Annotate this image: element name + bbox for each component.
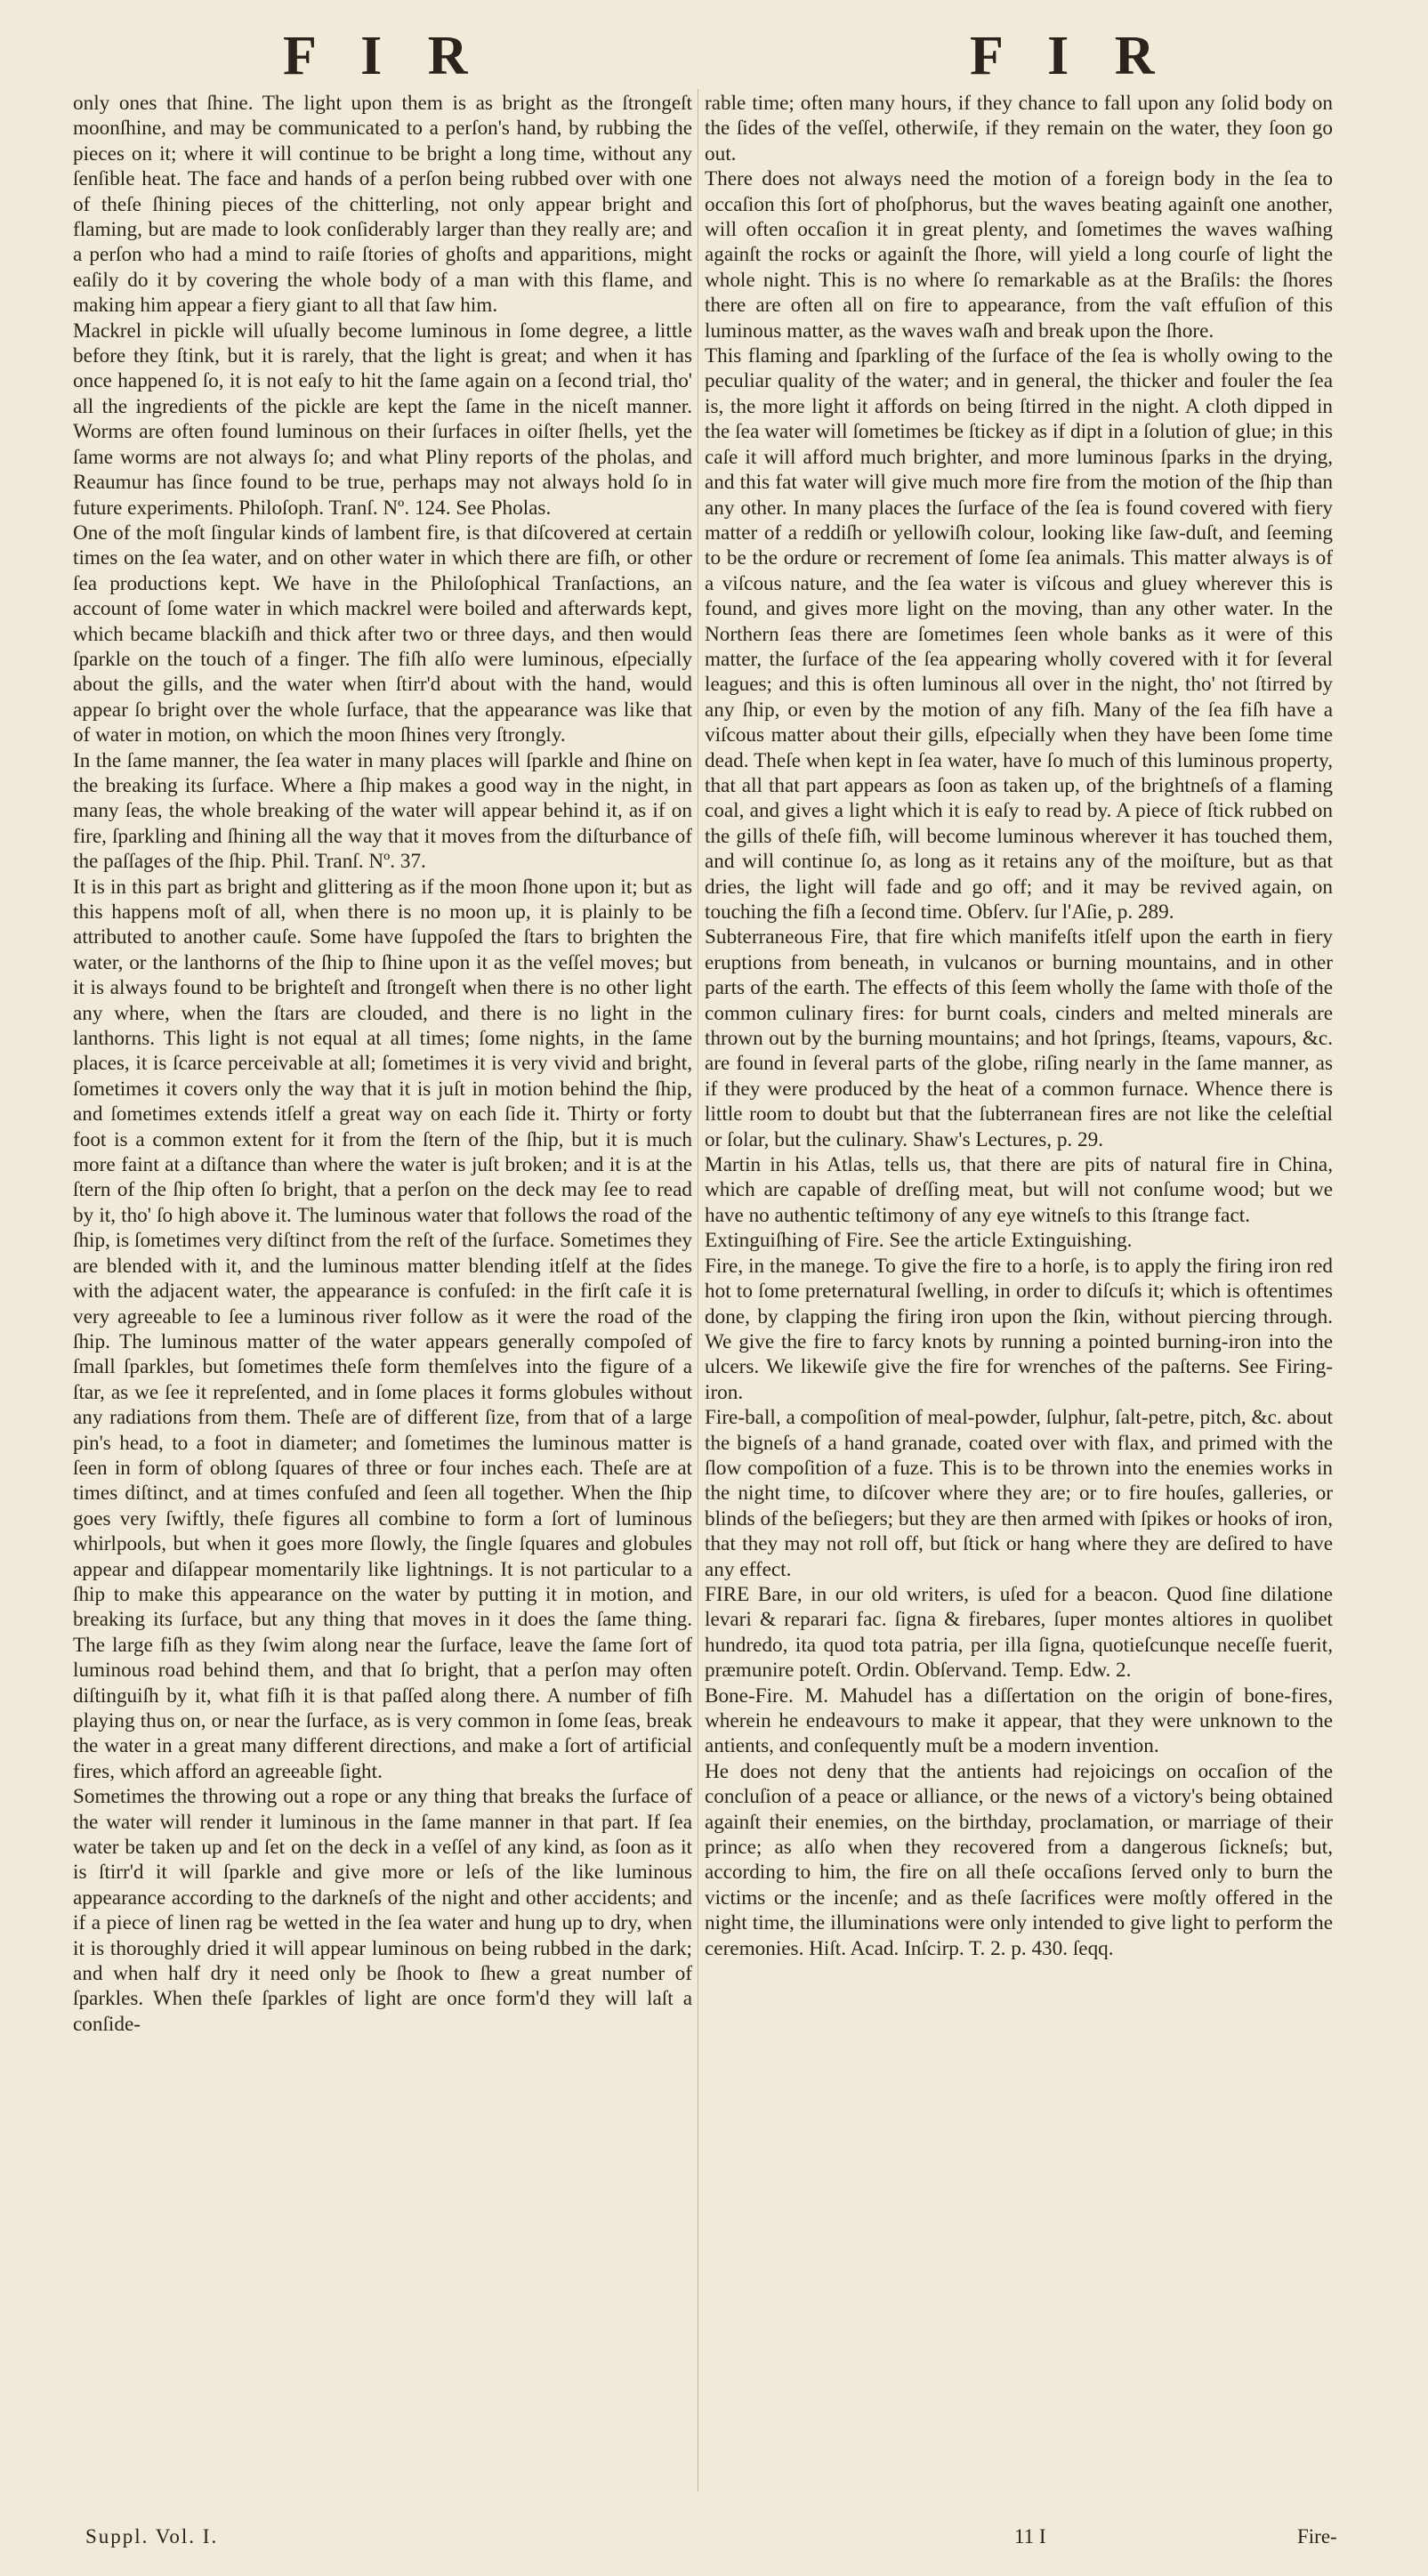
- paragraph: One of the moſt ſingular kinds of lambent fire, is that diſcovered at certain times on the ſea water, and on other water in which there are fiſh, or other ſea productions kept. We have in the Philoſophical Tranſactions, an account of ſome water in which mackrel were boiled and afterwards kept, which became blackiſh and thick after two or three days, and then would ſparkle on the touch of a finger. The fiſh alſo were luminous, eſpecially about the gills, and the water when ſtirr'd about with the hand, would appear ſo bright over the whole ſurface, that the appearance was like that of water in motion, on which the moon ſhines very ſtrongly.: [73, 521, 692, 747]
- paragraph: There does not always need the motion of a foreign body in the ſea to occaſion this ſort of phoſphorus, but the waves beating againſt one another, will often occaſion it in great plenty, and ſometimes the waves waſhing againſt the rocks or againſt the ſhore, will yield a long courſe of light the whole night. This is no where ſo remarkable as at the Braſils: the ſhores there are often all on fire to appearance, from the vaſt effuſion of this luminous matter, as the waves waſh and break upon the ſhore.: [705, 167, 1333, 343]
- paragraph: Martin in his Atlas, tells us, that there are pits of natural fire in China, which are capable of dreſſing meat, but will not conſume wood; but we have no authentic teſtimony of any eye witneſs to this ſtrange fact.: [705, 1153, 1333, 1227]
- paragraph: This flaming and ſparkling of the ſurface of the ſea is wholly owing to the peculiar quality of the water; and in general, the thicker and fouler the ſea is, the more light it affords on being ſtirred in the night. A cloth dipped in the ſea water will ſometimes be ſtickey as if dipt in a ſolution of glue; in this caſe it will afford much brighter, and more luminous ſparks in the drying, and this fat water will give much more fire from the motion of the ſhip than any other. In many places the ſurface of the ſea is found covered with fiery matter of a reddiſh or yellowiſh colour, looking like ſaw-duſt, and ſeeming to be the ordure or recrement of ſome ſea animals. This matter always is of a viſcous nature, and the ſea water is viſcous and gluey wherever this is found, and gives more light on the moving, than any other water. In the Northern ſeas there are ſometimes ſeen whole banks as it were of this matter, the ſurface of the ſea appearing wholly covered with it for ſeveral leagues; and this is often luminous all over in the night, tho' not ſtirred by any ſhip, or even by the motion of any fiſh. Many of the ſea fiſh have a viſcous matter about their gills, eſpecially when they have been ſome time dead. Theſe when kept in ſea water, have ſo much of this luminous property, that all that part appears as ſoon as taken up, of the brightneſs of a flaming coal, and gives a light which it is eaſy to read by. A piece of ſtick rubbed on the gills of theſe fiſh, will become luminous wherever it has touched them, and will continue ſo, as long as it retains any of the moiſture, but as that dries, the light will fade and go off; and it may be revived again, on touching the fiſh a ſecond time. Obſerv. ſur l'Aſie, p. 289.: [705, 344, 1333, 924]
- left-column: [73, 91, 692, 2493]
- entry-fire-manege: Fire, in the manege. To give the fire to a horſe, is to apply the firing iron red hot to ſome preternatural ſwelling, in order to diſcuſs it; which is oftentimes done, by clapping the firing iron upon the ſkin, without piercing through. We give the fire to farcy knots by running a pointed burning-iron into the ulcers. We likewiſe give the fire for wrenches of the paſterns. See Firing-iron.: [705, 1254, 1333, 1404]
- entry-extinguishing-of-fire: Extinguiſhing of Fire. See the article Extinguishing.: [705, 1229, 1133, 1253]
- paragraph: Sometimes the throwing out a rope or any thing that breaks the ſurface of the water will render it luminous in the ſame manner in that part. If ſea water be taken up and ſet on the deck in a veſſel of any kind, as ſoon as it is ſtirr'd it will ſparkle and give more or leſs of the like luminous appearance according to the darkneſs of the night and other accidents; and if a piece of linen rag be wetted in the ſea water and hung up to dry, when it is thoroughly dried it will appear luminous on being rubbed in the dark; and when half dry it need only be ſhook to ſhew a great number of ſparkles. When theſe ſparkles of light are once form'd they will laſt a conſide-: [73, 1785, 692, 2036]
- entry-subterraneous-fire: Subterraneous Fire, that fire which manifeſts itſelf upon the earth in fiery eruptions from beneath, in vulcanos or burning mountains, and in other parts of the earth. The effects of this ſeem wholly the ſame with thoſe of the common culinary fires: for burnt coals, cinders and melted minerals are thrown out by the burning mountains; and hot ſprings, ſteams, vapours, &c. are found in ſeveral parts of the globe, riſing nearly in the ſame manner, as if they were produced by the heat of a common furnace. Whence there is little room to doubt but that the ſubterranean fires are not like the celeſtial or ſolar, but the culinary. Shaw's Lectures, p. 29.: [705, 925, 1333, 1151]
- entry-bone-fire: Bone-Fire. M. Mahudel has a diſſertation on the origin of bone-fires, wherein he endeavours to make it appear, that they were unknown to the antients, and conſequently muſt be a modern invention.: [705, 1684, 1333, 1758]
- signature-mark: Suppl. Vol. I.: [85, 2525, 219, 2548]
- paragraph: He does not deny that the antients had rejoicings on occaſion of the concluſion of a peace or alliance, or the news of a victory's being obtained againſt their enemies, on the birthday, proclamation, or marriage of their prince; as alſo when they recovered from a dangerous ſickneſs; but, according to him, the fire on all theſe occaſions ſerved only to burn the victims or the incenſe; and as theſe ſacrifices were moſtly offered in the night time, the illuminations were only intended to give light to perform the ceremonies. Hiſt. Acad. Inſcirp. T. 2. p. 430. ſeqq.: [705, 1759, 1333, 1960]
- entry-fire-bare: FIRE Bare, in our old writers, is uſed for a beacon. Quod ſine dilatione levari & reparari fac. ſigna & firebares, ſuper montes altiores in quolibet hundredo, ita quod tota patria, per illa ſigna, quotieſcunque neceſſe fuerit, præmunire poteſt. Ordin. Obſervand. Temp. Edw. 2.: [705, 1582, 1333, 1683]
- gathering-mark: 11 I: [1014, 2525, 1046, 2548]
- entry-fire-ball: Fire-ball, a compoſition of meal-powder, ſulphur, ſalt-petre, pitch, &c. about the bigneſs of a hand granade, coated over with flax, and primed with the ſlow compoſition of a fuze. This is to be thrown into the enemies works in the night time, to diſcover where they are; or to fire houſes, galleries, or blinds of the beſiegers; but they are then armed with ſpikes or hooks of iron, that they may not roll off, but ſtick or hang where they are deſired to have any effect.: [705, 1406, 1333, 1581]
- paragraph: Mackrel in pickle will uſually become luminous in ſome degree, a little before they ſtink, but it is rarely, that the light is great; and when it has once happened ſo, it is not eaſy to hit the ſame again on a ſecond trial, tho' all the ingredients of the pickle are kept the ſame in the niceſt manner. Worms are often found luminous on their ſurfaces in oiſter ſhells, yet the ſame worms are not always ſo; and what Pliny reports of the pholas, and Reaumur has ſince found to be true, perhaps may not always hold ſo in future experiments. Philoſoph. Tranſ. Nº. 124. See Pholas.: [73, 319, 692, 520]
- paragraph: It is in this part as bright and glittering as if the moon ſhone upon it; but as this happens moſt of all, when there is no moon up, it is plainly to be attributed to another cauſe. Some have ſuppoſed the ſtars to brighten the water, or the lanthorns of the ſhip to ſhine upon it as the veſſel moves; but it is always found to be brighteſt and ſtrongeſt when there is no other light any where, when the ſtars are clouded, and there is no light in the lanthorns. This light is not equal at all times; ſome nights, in the ſame places, it is ſcarce perceivable at all; ſometimes it is very vivid and bright, ſometimes it covers only the way that it is juſt in motion behind the ſhip, and ſometimes extends itſelf a great way on each ſide it. Thirty or forty foot is a common extent for it from the ſtern of the ſhip, but it is much more faint at a diſtance than where the water is juſt broken; and it is at the ſtern of the ſhip often ſo bright, that a perſon on the deck may ſee to read by it, tho' ſo high above it. The luminous water that follows the road of the ſhip, is ſometimes very diſtinct from the reſt of the ſurface. Sometimes they are blended with it, and the luminous matter blending itſelf at the ſides with the adjacent water, the appearance is confuſed: in the firſt caſe it is very agreeable to ſee a luminous river follow as it were the road of the ſhip. The luminous matter of the water appears generally compoſed of ſmall ſparkles, but ſometimes theſe form themſelves into the figure of a ſtar, as we ſee it repreſented, and in ſome places it forms globules without any radiations from them. Theſe are of different ſize, from that of a large pin's head, to a foot in diameter; and ſometimes the luminous matter is ſeen in form of oblong ſquares of three or four inches each. Theſe are at times diſtinct, and at times confuſed and ſeen all together. When the ſhip goes very ſwiftly, theſe figures all combine to form a ſort of luminous whirlpools, but when it goes more ſlowly, the ſingle ſquares and globules appear and diſappear momentarily like lightnings. It is not particular to a ſhip to make this appearance on the water by putting it in motion, and breaking its ſurface, but any thing that moves in it does the ſame thing. The large fiſh as they ſwim along near the ſurface, leave the ſame ſort of luminous road behind them, and that ſo bright, that a perſon may often diſtinguiſh by it, what fiſh it is that paſſed along there. A number of fiſh playing thus on, or near the ſurface, as is very common in ſome ſeas, break the water in a great many different directions, and make a ſort of artificial fires, which afford an agreeable ſight.: [73, 875, 692, 1783]
- running-head-right: F I R: [970, 26, 1171, 86]
- catchword: Fire-: [1297, 2525, 1337, 2548]
- paragraph: In the ſame manner, the ſea water in many places will ſparkle and ſhine on the breaking its ſurface. Where a ſhip makes a good way in the night, in many ſeas, the whole breaking of the water will appear behind it, as if on fire, ſparkling and ſhining all the way that it moves from the diſturbance of the paſſages of the ſhip. Phil. Tranſ. Nº. 37.: [73, 748, 692, 874]
- right-column: [705, 91, 1333, 2493]
- paragraph: rable time; often many hours, if they chance to fall upon any ſolid body on the ſides of the veſſel, otherwiſe, if they remain on the water, they ſoon go out.: [705, 92, 1333, 166]
- paragraph: only ones that ſhine. The light upon them is as bright as the ſtrongeſt moonſhine, and may be communicated to a perſon's hand, by rubbing the pieces on it; where it will continue to be bright a long time, without any ſenſible heat. The face and hands of a perſon being rubbed over with one of theſe ſhining pieces of the chitterling, not only appear bright and flaming, but are made to look conſiderably larger than they really are; and a perſon who had a mind to raiſe ſtories of ghoſts and apparitions, might eaſily do it by covering the whole body of a man with this flame, and making him appear a fiery giant to all that ſaw him.: [73, 92, 692, 318]
- running-head-left: F I R: [283, 26, 484, 86]
